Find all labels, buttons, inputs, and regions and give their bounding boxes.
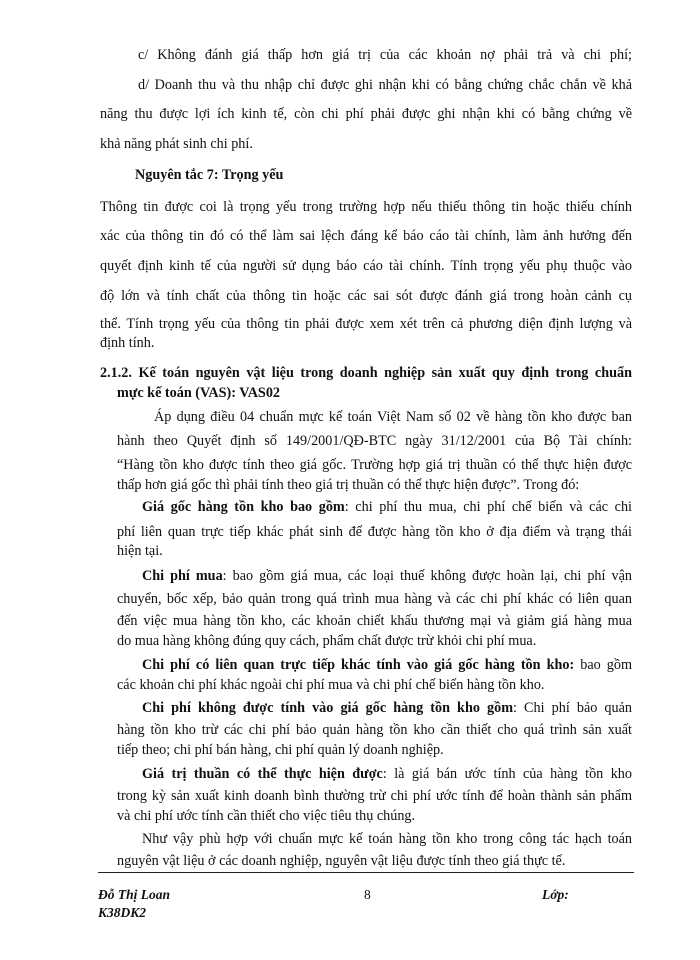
text-line: hành theo Quyết định số 149/2001/QĐ-BTC ngày 31/12/2001 của Bộ Tài chính: (117, 433, 632, 449)
text-line: phí liên quan trực tiếp khác phát sinh để được hàng tồn kho ở địa điểm và trạng thái (117, 524, 632, 540)
text-line: trong kỳ sản xuất kinh doanh bình thường trừ chi phí ước tính để hoàn thành sản phẩm (117, 788, 632, 804)
text-line: định tính. (100, 335, 155, 351)
text-line: năng thu được lợi ích kinh tế, còn chi phí phải được ghi nhận khi có bằng chứng về (100, 106, 632, 122)
text-line (142, 567, 632, 585)
text-line: độ lớn và tính chất của thông tin hoặc các sai sót được đánh giá trong hoàn cảnh cụ (100, 288, 632, 304)
text-line: “Hàng tồn kho được tính theo giá gốc. Trường hợp giá trị thuần có thể thực hiện được (117, 457, 632, 473)
text-line: Thông tin được coi là trọng yếu trong trường hợp nếu thiếu thông tin hoặc thiếu chính (100, 199, 632, 215)
text-line: chuyển, bốc xếp, bảo quản trong quá trình mua hàng và các chi phí khác có liên quan (117, 591, 632, 607)
text-line (142, 765, 632, 783)
bold-term: Giá trị thuần có thể thực hiện được (142, 766, 383, 782)
text-span: bao gồm (574, 657, 632, 673)
page-number: 8 (364, 887, 371, 902)
text-line: d/ Doanh thu và thu nhập chỉ được ghi nhận khi có bằng chứng chắc chắn về khả (138, 77, 632, 93)
text-line (142, 498, 632, 516)
text-line: đến việc mua hàng tồn kho, các khoản chiết khấu thương mại và giảm giá hàng mua (117, 613, 632, 629)
text-line: nguyên vật liệu ở các doanh nghiệp, nguyên vật liệu được tính theo giá thực tế. (117, 853, 566, 869)
section-heading: 2.1.2. Kế toán nguyên vật liệu trong doanh nghiệp sản xuất quy định trong chuẩn (100, 365, 632, 381)
text-span: : Chi phí bảo quản (513, 700, 632, 716)
section-heading: mực kế toán (VAS): VAS02 (117, 385, 281, 401)
text-span: : là giá bán ước tính của hàng tồn kho (382, 766, 632, 782)
text-line: khả năng phát sinh chi phí. (100, 136, 253, 152)
text-line (142, 699, 632, 717)
text-line: Áp dụng điều 04 chuẩn mực kế toán Việt Nam số 02 về hàng tồn kho được ban (154, 409, 632, 425)
text-line (142, 656, 632, 674)
text-line: c/ Không đánh giá thấp hơn giá trị của các khoản nợ phải trả và chi phí; (138, 47, 632, 63)
text-line: quyết định kinh tế của người sử dụng báo cáo tài chính. Tính trọng yếu phụ thuộc vào (100, 258, 632, 274)
text-line: tiếp theo; chi phí bán hàng, chi phí quản lý doanh nghiệp. (117, 742, 444, 758)
text-line: thể. Tính trọng yếu của thông tin phải được xem xét trên cả phương diện định lượng và (100, 316, 632, 332)
bold-term: Chi phí có liên quan trực tiếp khác tính vào giá gốc hàng tồn kho: (142, 657, 575, 673)
text-line: Như vậy phù hợp với chuẩn mực kế toán hàng tồn kho trong công tác hạch toán (142, 831, 632, 847)
text-span: : bao gồm giá mua, các loại thuế không được hoàn lại, chi phí vận (222, 568, 632, 584)
text-line: và chi phí ước tính cần thiết cho việc tiêu thụ chúng. (117, 808, 416, 824)
text-line: xác của thông tin đó có thể làm sai lệch đáng kể báo cáo tài chính, làm ảnh hưởng đến (100, 228, 632, 244)
text-line: hiện tại. (117, 543, 163, 559)
bold-term: Chi phí không được tính vào giá gốc hàng tồn kho gồm (142, 700, 514, 716)
footer-class-code: K38DK2 (98, 905, 147, 920)
bold-term: Chi phí mua (142, 568, 223, 584)
footer-class-label: Lớp: (542, 887, 569, 902)
text-line: hàng tồn kho trừ các chi phí bảo quản hàng tồn kho cần thiết cho quá trình sản xuất (117, 722, 632, 738)
text-line: do mua hàng không đúng quy cách, phẩm chất được trừ khỏi chi phí mua. (117, 633, 537, 649)
bold-term: Giá gốc hàng tồn kho bao gồm (142, 499, 345, 515)
section-heading: Nguyên tắc 7: Trọng yếu (135, 167, 284, 183)
footer-author: Đỗ Thị Loan (98, 887, 171, 902)
text-span: : chi phí thu mua, chi phí chế biến và các chi (344, 499, 632, 515)
footer-divider (98, 872, 634, 873)
text-line: thấp hơn giá gốc thì phải tính theo giá trị thuần có thể thực hiện được”. Trong đó: (117, 477, 580, 493)
text-line: các khoản chi phí khác ngoài chi phí mua và chi phí chế biến hàng tồn kho. (117, 677, 545, 693)
